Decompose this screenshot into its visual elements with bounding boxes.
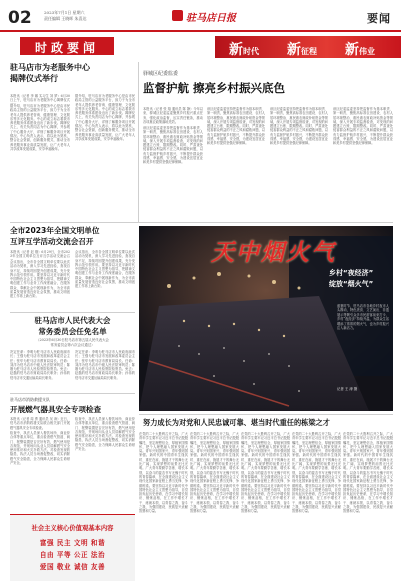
article-civilization: [10, 226, 135, 310]
section-name: 要闻: [367, 12, 391, 25]
photo-banner-text: 天中烟火气: [211, 239, 336, 266]
column-divider: [10, 312, 135, 313]
article-gas-safety: [10, 397, 135, 511]
article-lead: 本报讯（记者 李 娜 实习生 刘 梦）6月30日上午，驻马店市为老服务中心揭牌仪式: [10, 94, 70, 103]
article-title: 全市2023年全国文明单位 互评互学活动交流会召开: [10, 226, 100, 246]
article-body-col2: 据介绍，驻马店市为老服务中心是由市民政局主管的公益服务平台，致力于为全市老年人提供养老咨询、健康管理、文化娱乐等多元化服务。中心的成立标志着我市养老服务体系建设迈出了新步伐。揭牌仪式上，有关负责同志为中心揭牌，并参观了中心服务大厅，详细了解服务项目开展情况。中心负责人表示，将以此为契机，整合社会资源，创新服务模式，推动全市养老服务事业高质量发展，让广大老年人共享改革发展成果，安享幸福晚年。: [75, 94, 135, 141]
core-values-box: [10, 514, 135, 581]
commentary-col4: 在党的二十大胜利召开之际，广大青年学生要牢记习近平总书记殷殷嘱托，坚定理想信念，厚植家国情怀，把个人理想融入国家发展大局。青年兴则国家兴，青年强则国家强。新时代的中国青年生逢其时、重任在肩，施展才干的舞台无比广阔，实现梦想的前景无比光明。广大青年要勤学苦练、增长本领，以奋斗的姿态书写无愧于时代的青春篇章，在全面建设社会主义现代化国家新征程上勇当先锋、争做栋梁。要坚持以习近平新时代中国特色社会主义思想为指导，自觉担负起历史使命，在学习中增长知识、锤炼品格，在工作中增长才干、练就本领，以青春之我、奋斗之我，为强国建设、民族复兴贡献智慧和力量。: [292, 432, 341, 514]
masthead: [0, 0, 401, 36]
article-kicker: 驻马店市消防救援支队: [10, 397, 50, 402]
article-body: 据介绍，驻马店市为老服务中心是由市民政局主管的公益服务平台，致力于为全市老年人提供养老咨询、健康管理、文化娱乐等多元化服务。中心的成立标志着我市养老服务体系建设迈出了新步伐。揭牌仪式上，有关负责同志为中心揭牌，并参观了中心服务大厅，详细了解服务项目开展情况。中心负责人表示，将以此为契机，整合社会资源，创新服务模式，推动全市养老服务事业高质量发展，让广大老年人共享改革发展成果，安享幸福晚年。: [10, 104, 70, 151]
article-subtitle: （2023年6月30日驻马店市第五届人民代表大会 常务委员会第六次会议通过）: [36, 338, 109, 347]
editor-line: 责任编辑 王晓晖 朱喜达: [44, 16, 87, 21]
slogan-item-3: 新伟业: [345, 42, 375, 58]
photo-credit: 记者 王 涛 摄: [337, 387, 358, 391]
paper-name: 驻马店日报: [186, 13, 236, 24]
column-banner: [20, 37, 114, 55]
core-values-row-3: 爱国 敬业 诚信 友善: [39, 563, 106, 571]
slogan-panel: [215, 36, 401, 58]
commentary: [139, 432, 393, 580]
paper-logo: [172, 7, 236, 25]
article-kicker: 驿城区纪委监委: [143, 71, 179, 77]
commentary-title: 努力成长为对党和人民忠诚可靠、堪当时代重任的栋梁之才: [143, 418, 330, 427]
article-title: 开展燃气器具安全专项检查: [10, 405, 102, 414]
commentary-col5: 在党的二十大胜利召开之际，广大青年学生要牢记习近平总书记殷殷嘱托，坚定理想信念，厚植家国情怀，把个人理想融入国家发展大局。青年兴则国家兴，青年强则国家强。新时代的中国青年生逢其时、重任在肩，施展才干的舞台无比广阔，实现梦想的前景无比光明。广大青年要勤学苦练、增长本领，以奋斗的姿态书写无愧于时代的青春篇章，在全面建设社会主义现代化国家新征程上勇当先锋、争做栋梁。要坚持以习近平新时代中国特色社会主义思想为指导，自觉担负起历史使命，在学习中增长知识、锤炼品格，在工作中增长才干、练就本领，以青春之我、奋斗之我，为强国建设、民族复兴贡献智慧和力量。: [343, 432, 393, 514]
commentary-col2: 在党的二十大胜利召开之际，广大青年学生要牢记习近平总书记殷殷嘱托，坚定理想信念，厚植家国情怀，把个人理想融入国家发展大局。青年兴则国家兴，青年强则国家强。新时代的中国青年生逢其时、重任在肩，施展才干的舞台无比广阔，实现梦想的前景无比光明。广大青年要勤学苦练、增长本领，以奋斗的姿态书写无愧于时代的青春篇章，在全面建设社会主义现代化国家新征程上勇当先锋、争做栋梁。要坚持以习近平新时代中国特色社会主义思想为指导，自觉担负起历史使命，在学习中增长知识、锤炼品格，在工作中增长才干、练就本领，以青春之我、奋斗之我，为强国建设、民族复兴贡献智慧和力量。: [190, 432, 239, 514]
article-lead: 本报讯（记者 周 勇 通讯员 吴 涛）近日，驻马店市消防救援支队联合相关部门开展燃气器具安全专项检查。: [10, 417, 70, 430]
logo-emblem-icon: [172, 10, 183, 21]
section-divider: [139, 414, 393, 415]
article-body: 决定任命：李明为驻马店市人民政府副市长；王强为驻马店市发展和改革委员会主任；张华为驻马店市教育局局长。任命：刘洋为驻马店市中级人民法院审判员；陈刚为驻马店市人民检察院检察员。免去：赵磊的驻马店市财政局局长职务；孙伟的驻马店市交通运输局局长职务。: [10, 350, 70, 380]
article-body: 会议指出，全市各全国文明单位要以此次活动为契机，深入学习先进经验，查找自身不足，持续巩固提升创建成果，充分发挥示范引领作用。要坚持以习近平新时代中国特色社会主义思想为指导，把精神文明创建工作与业务工作深度融合，在服务群众、奉献社会中展现新作为，为全市高质量发展营造良好社会氛围，推动文明创建工作再上新台阶。: [10, 260, 70, 299]
article-body: 检查中，执法人员深入餐饮场所、商业综合体等重点单位，重点检查燃气管道、阀门、报警装置是否完好有效，燃气使用是否规范，并现场向从业人员讲解燃气安全使用常识和火灾扑救方法。对检查发现的隐患，执法人员当场督促整改，切实消除燃气安全隐患，全力保障人民群众生命财产安全。: [10, 431, 70, 466]
article-lead: 本报讯（记者 赵 刚）6月29日，全市2023年全国文明单位互评互学活动交流会召: [10, 250, 70, 259]
article-body-col4: 该区纪委监委坚持把监督作为基本职责、第一职责，聚焦高标准农田建设、农村人居环境整治、惠民惠农财政补贴资金等领域，深入开展专项监督检查，对发现的问题建立台账、限期整改。同时，严肃查处侵害群众利益的不正之风和腐败问题，以有力监督护航乡村振兴，不断提升群众获得感、幸福感、安全感，为建设宜居宜业和美乡村提供坚强纪律保障。: [333, 107, 393, 146]
banner-tag: 时政要闻: [34, 41, 99, 55]
slogan-item-1: 新时代: [229, 42, 259, 58]
core-values-row-1: 富强 民主 文明 和谐: [39, 539, 106, 547]
slogan-item-2: 新征程: [287, 42, 317, 58]
date-line: 2023年7月1日 星期六: [44, 10, 85, 15]
photo-caption: 盛夏时节，驻马店市各地乡村夜市人头攒动，特色美食、文艺演出、非遗展示等吸引众多市民游客前来打卡，乡村“夜经济”持续升温，为群众生活增添了浓浓的烟火气，也为乡村振兴注入新活力。: [337, 304, 389, 331]
article-rural-revitalization: [143, 62, 393, 220]
article-title: 监督护航 擦亮乡村振兴底色: [143, 81, 286, 95]
core-values-row-2: 自由 平等 公正 法治: [39, 551, 106, 559]
article-body-col3: 该区纪委监委坚持把监督作为基本职责、第一职责，聚焦高标准农田建设、农村人居环境整治、惠民惠农财政补贴资金等领域，深入开展专项监督检查，对发现的问题建立台账、限期整改。同时，严肃查处侵害群众利益的不正之风和腐败问题，以有力监督护航乡村振兴，不断提升群众获得感、幸福感、安全感，为建设宜居宜业和美乡村提供坚强纪律保障。: [270, 107, 328, 146]
night-market-photo: [139, 226, 393, 411]
article-title: 驻马店市为老服务中心 揭牌仪式举行: [10, 63, 90, 83]
commentary-col3: 在党的二十大胜利召开之际，广大青年学生要牢记习近平总书记殷殷嘱托，坚定理想信念，厚植家国情怀，把个人理想融入国家发展大局。青年兴则国家兴，青年强则国家强。新时代的中国青年生逢其时、重任在肩，施展才干的舞台无比广阔，实现梦想的前景无比光明。广大青年要勤学苦练、增长本领，以奋斗的姿态书写无愧于时代的青春篇章，在全面建设社会主义现代化国家新征程上勇当先锋、争做栋梁。要坚持以习近平新时代中国特色社会主义思想为指导，自觉担负起历史使命，在学习中增长知识、锤炼品格，在工作中增长才干、练就本领，以青春之我、奋斗之我，为强国建设、民族复兴贡献智慧和力量。: [241, 432, 290, 514]
commentary-col1: 在党的二十大胜利召开之际，广大青年学生要牢记习近平总书记殷殷嘱托，坚定理想信念，厚植家国情怀，把个人理想融入国家发展大局。青年兴则国家兴，青年强则国家强。新时代的中国青年生逢其时、重任在肩，施展才干的舞台无比广阔，实现梦想的前景无比光明。广大青年要勤学苦练、增长本领，以奋斗的姿态书写无愧于时代的青春篇章，在全面建设社会主义现代化国家新征程上勇当先锋、争做栋梁。要坚持以习近平新时代中国特色社会主义思想为指导，自觉担负起历史使命，在学习中增长知识、锤炼品格，在工作中增长才干、练就本领，以青春之我、奋斗之我，为强国建设、民族复兴贡献智慧和力量。: [139, 432, 188, 514]
page-number: 02: [8, 8, 32, 28]
section-divider: [10, 222, 393, 223]
article-lead: 本报讯（记者 张 翔 通讯员 陈 静）今年以来，驿城区纪委监委聚焦乡村振兴重点任务，强化政治监督，压实责任链条，推动各项惠农政策落地见效。: [143, 107, 203, 124]
article-body-col2: 检查中，执法人员深入餐饮场所、商业综合体等重点单位，重点检查燃气管道、阀门、报警装置是否完好有效，燃气使用是否规范，并现场向从业人员讲解燃气安全使用常识和火灾扑救方法。对检查发现的隐患，执法人员当场督促整改，切实消除燃气安全隐患，全力保障人民群众生命财产安全。: [75, 417, 135, 452]
article-body-col2: 该区纪委监委坚持把监督作为基本职责、第一职责，聚焦高标准农田建设、农村人居环境整治、惠民惠农财政补贴资金等领域，深入开展专项监督检查，对发现的问题建立台账、限期整改。同时，严肃查处侵害群众利益的不正之风和腐败问题，以有力监督护航乡村振兴，不断提升群众获得感、幸福感、安全感，为建设宜居宜业和美乡村提供坚强纪律保障。: [207, 107, 265, 146]
article-appointments: [10, 316, 135, 392]
article-body-col2: 决定任命：李明为驻马店市人民政府副市长；王强为驻马店市发展和改革委员会主任；张华为驻马店市教育局局长。任命：刘洋为驻马店市中级人民法院审判员；陈刚为驻马店市人民检察院检察员。免去：赵磊的驻马店市财政局局长职务；孙伟的驻马店市交通运输局局长职务。: [75, 350, 135, 380]
column-divider: [10, 393, 135, 394]
column-divider: [138, 62, 139, 222]
article-title: 驻马店市人民代表大会 常务委员会任免名单: [34, 316, 111, 336]
article-body-col2: 会议指出，全市各全国文明单位要以此次活动为契机，深入学习先进经验，查找自身不足，持续巩固提升创建成果，充分发挥示范引领作用。要坚持以习近平新时代中国特色社会主义思想为指导，把精神文明创建工作与业务工作深度融合，在服务群众、奉献社会中展现新作为，为全市高质量发展营造良好社会氛围，推动文明创建工作再上新台阶。: [75, 250, 135, 289]
article-body: 该区纪委监委坚持把监督作为基本职责、第一职责，聚焦高标准农田建设、农村人居环境整治、惠民惠农财政补贴资金等领域，深入开展专项监督检查，对发现的问题建立台账、限期整改。同时，严肃查处侵害群众利益的不正之风和腐败问题，以有力监督护航乡村振兴，不断提升群众获得感、幸福感、安全感，为建设宜居宜业和美乡村提供坚强纪律保障。: [143, 126, 203, 165]
article-elderly-center: [10, 62, 135, 217]
masthead-rule: [0, 30, 401, 32]
photo-caption-title: 乡村“夜经济” 绽放“烟火气”: [329, 269, 374, 288]
core-values-title: 社会主义核心价值观基本内容: [31, 525, 114, 532]
